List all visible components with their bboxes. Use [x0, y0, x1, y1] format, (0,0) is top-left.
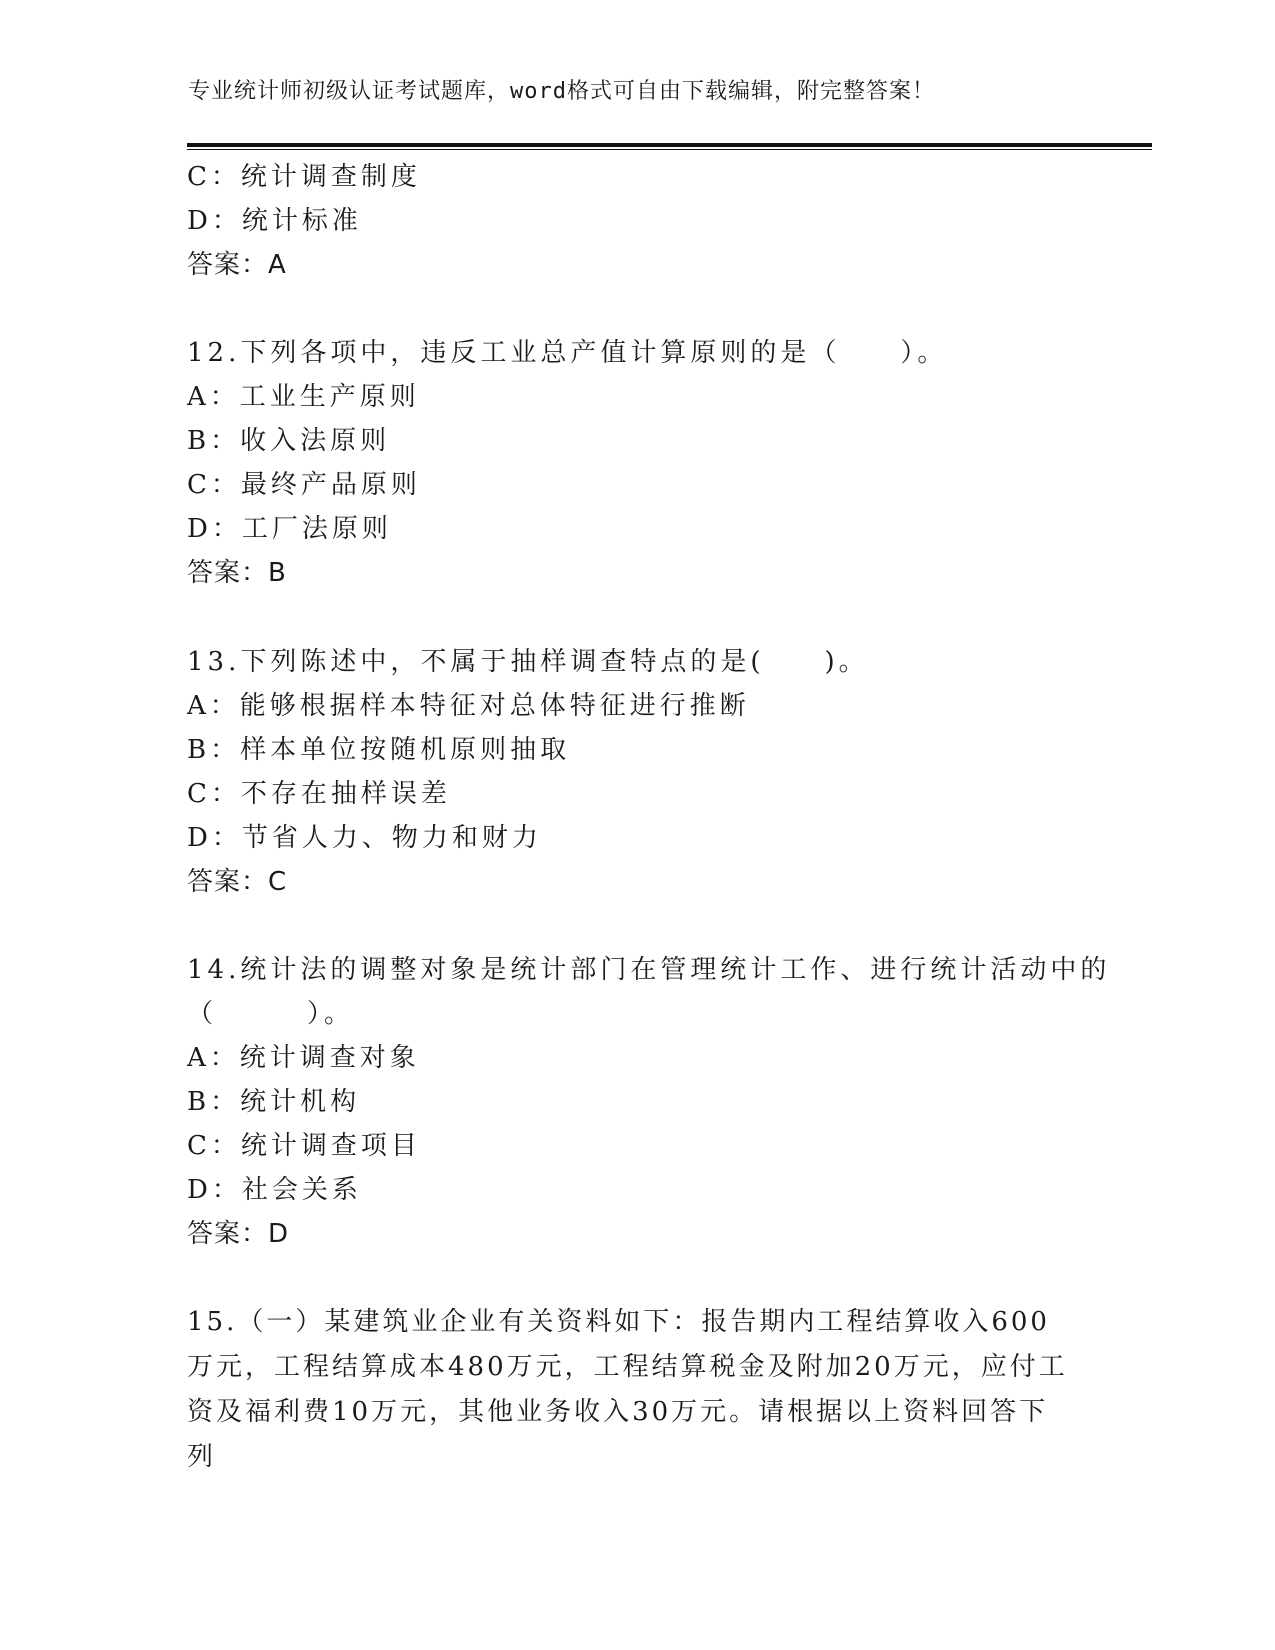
q11-answer: 答案：A [187, 250, 287, 280]
q12-option-b: B：收入法原则 [187, 426, 391, 456]
q11-option-c: C：统计调查制度 [187, 162, 421, 192]
q14-answer: 答案：D [187, 1219, 290, 1249]
q12-stem: 12.下列各项中，违反工业总产值计算原则的是（ ）。 [187, 338, 948, 368]
q15-stem: 15.（一）某建筑业企业有关资料如下：报告期内工程结算收入600万元，工程结算成本480万元，工程结算税金及附加20万元，应付工资及福利费10万元，其他业务收入30万元。请根据以上资料回答下列 [187, 1307, 1068, 1472]
page-header: 专业统计师初级认证考试题库，word格式可自由下载编辑，附完整答案！ [188, 79, 935, 104]
q12-option-c: C：最终产品原则 [187, 470, 421, 500]
q14-option-a: A：统计调查对象 [187, 1043, 420, 1073]
q13-option-c: C：不存在抽样误差 [187, 779, 451, 809]
q13-option-d: D：节省人力、物力和财力 [187, 823, 542, 853]
header-rule-thin [187, 149, 1152, 150]
q14-option-c: C：统计调查项目 [187, 1131, 421, 1161]
q13-option-b: B：样本单位按随机原则抽取 [187, 735, 571, 765]
q13-stem: 13.下列陈述中，不属于抽样调查特点的是( )。 [187, 647, 869, 677]
q14-stem-line2: （ ）。 [187, 999, 355, 1029]
q14-stem-line1: 14.统计法的调整对象是统计部门在管理统计工作、进行统计活动中的 [187, 955, 1111, 985]
header-rule-thick [187, 143, 1152, 147]
q11-option-d: D：统计标准 [187, 206, 362, 236]
q13-answer: 答案：C [187, 867, 288, 897]
q14-option-b: B：统计机构 [187, 1087, 361, 1117]
q14-option-d: D：社会关系 [187, 1175, 362, 1205]
q12-answer: 答案：B [187, 558, 287, 588]
q12-option-d: D：工厂法原则 [187, 514, 392, 544]
q12-option-a: A：工业生产原则 [187, 382, 420, 412]
q13-option-a: A：能够根据样本特征对总体特征进行推断 [187, 691, 750, 721]
